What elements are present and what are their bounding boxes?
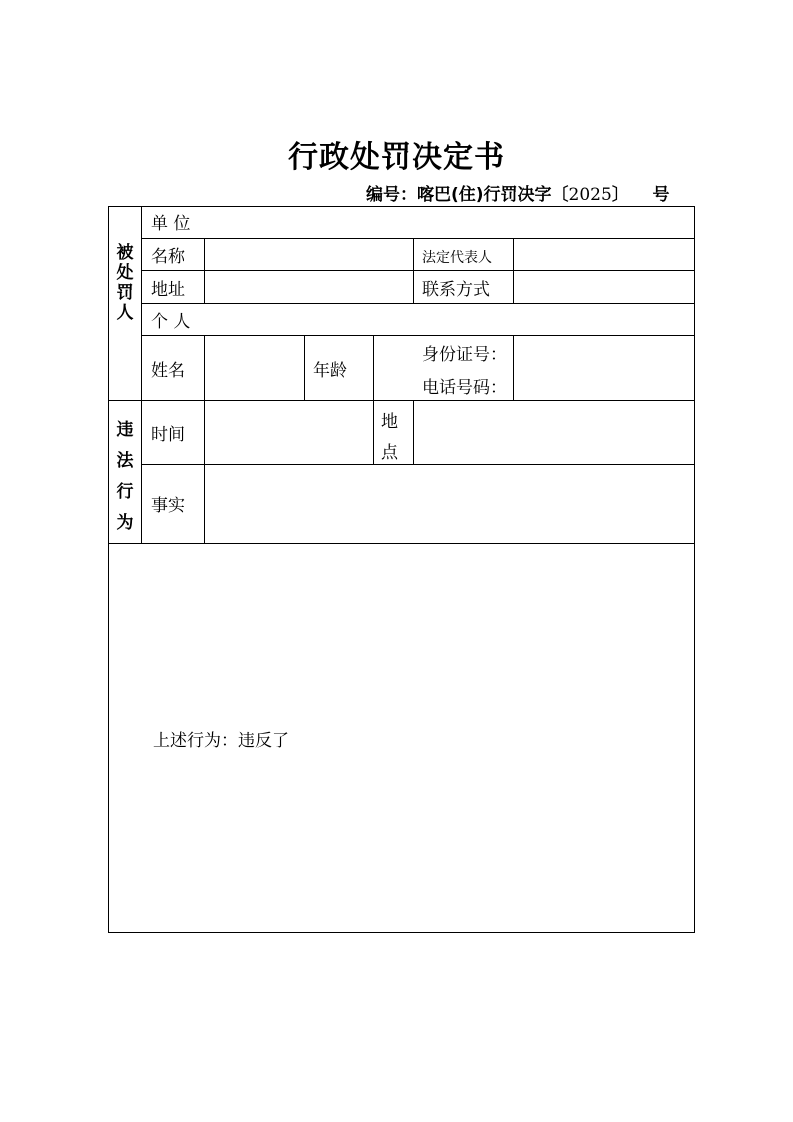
row-divider <box>142 270 694 271</box>
violation-facts-label: 事实 <box>151 496 185 516</box>
section-divider <box>109 543 694 544</box>
row-divider <box>142 464 694 465</box>
violation-section-label: 违法行为 <box>116 420 134 533</box>
contact-method-label: 联系方式 <box>422 280 490 300</box>
unit-address-label: 地址 <box>151 280 185 300</box>
column-divider <box>413 238 414 303</box>
column-divider <box>204 400 205 543</box>
row-divider <box>142 335 694 336</box>
column-divider <box>513 335 514 400</box>
document-number-prefix: 编号：喀巴(住)行罚决字〔 <box>366 185 569 205</box>
document-number-suffix: 号 <box>652 185 670 205</box>
section-divider <box>109 400 694 401</box>
individual-name-label: 姓名 <box>151 361 185 381</box>
column-divider <box>141 207 142 543</box>
legal-representative-label: 法定代表人 <box>422 250 492 266</box>
individual-label: 个 人 <box>151 312 191 332</box>
page-title: 行政处罚决定书 <box>288 140 505 175</box>
column-divider <box>413 400 414 464</box>
column-divider <box>513 238 514 303</box>
id-number-label: 身份证号： <box>422 345 507 365</box>
document-number-close: 〕 <box>611 185 629 205</box>
column-divider <box>204 238 205 303</box>
document-number-year: 2025 <box>568 185 612 205</box>
phone-number-label: 电话号码： <box>422 378 507 398</box>
penalized-party-section-label: 被处罚人 <box>116 243 134 323</box>
penalty-form <box>108 206 695 933</box>
unit-label: 单 位 <box>151 214 191 234</box>
violation-statement: 上述行为：违反了 <box>153 731 289 751</box>
row-divider <box>142 238 694 239</box>
column-divider <box>204 335 205 400</box>
row-divider <box>142 303 694 304</box>
column-divider <box>373 335 374 400</box>
column-divider <box>373 400 374 464</box>
age-label: 年龄 <box>313 361 347 381</box>
document-number <box>366 180 670 205</box>
violation-time-label: 时间 <box>151 425 185 445</box>
violation-place-label: 地点 <box>381 412 398 463</box>
column-divider <box>304 335 305 400</box>
unit-name-label: 名称 <box>151 247 185 267</box>
